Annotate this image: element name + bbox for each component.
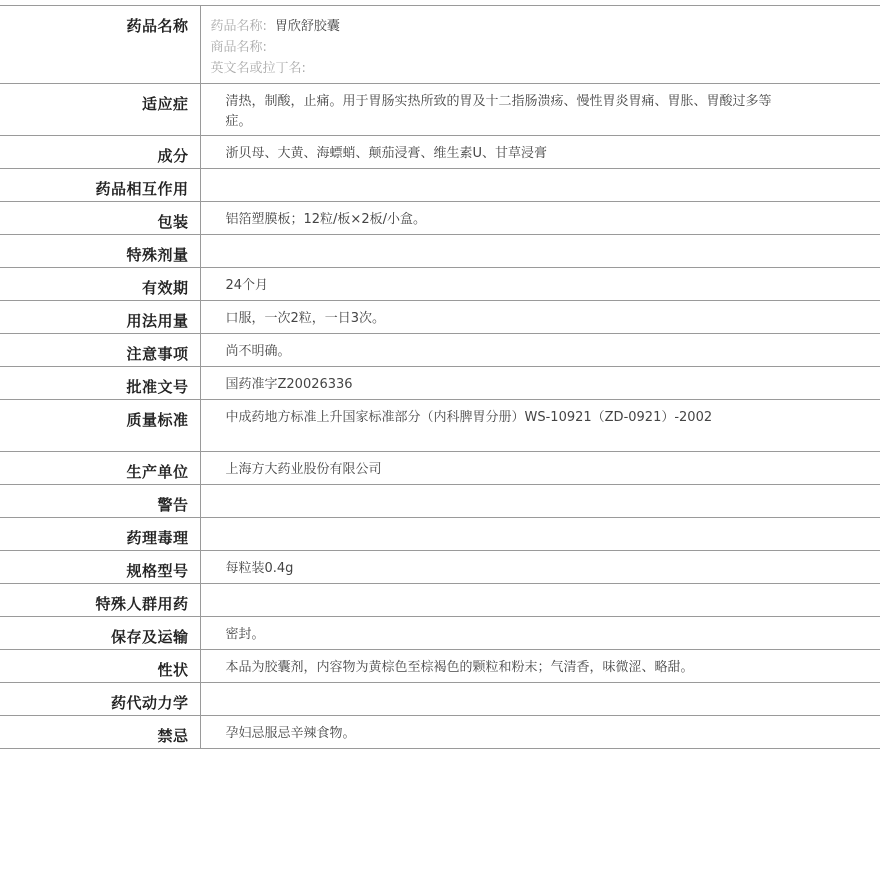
english-name-field [211, 58, 861, 79]
row-value: 清热，制酸，止痛。用于胃肠实热所致的胃及十二指肠溃疡、慢性胃炎胃痛、胃胀、胃酸过多等症。 [200, 84, 880, 136]
table-row [0, 268, 880, 301]
table-row [0, 334, 880, 367]
trade-name-key: 商品名称: [210, 40, 267, 55]
row-label: 性状 [0, 650, 200, 683]
row-value: 浙贝母、大黄、海螵蛸、颠茄浸膏、维生素U、甘草浸膏 [200, 136, 880, 169]
row-value: 本品为胶囊剂，内容物为黄棕色至棕褐色的颗粒和粉末；气清香，味微涩、略甜。 [200, 650, 880, 683]
row-value: 国药准字Z20026336 [200, 367, 880, 400]
row-label: 成分 [0, 136, 200, 169]
generic-name-key: 药品名称: [210, 19, 267, 34]
row-label: 特殊剂量 [0, 235, 200, 268]
table-row [0, 584, 880, 617]
row-label: 适应症 [0, 84, 200, 136]
table-row [0, 84, 880, 136]
table-row [0, 452, 880, 485]
row-value: 中成药地方标准上升国家标准部分（内科脾胃分册）WS-10921（ZD-0921）-2002 [200, 400, 880, 452]
generic-name-value: 胃欣舒胶囊 [274, 19, 340, 34]
row-value [200, 683, 880, 716]
table-row [0, 650, 880, 683]
table-row [0, 551, 880, 584]
row-value: 尚不明确。 [200, 334, 880, 367]
row-label: 包装 [0, 202, 200, 235]
row-label: 注意事项 [0, 334, 200, 367]
row-label: 药品名称 [0, 6, 200, 84]
row-label: 生产单位 [0, 452, 200, 485]
row-label: 禁忌 [0, 716, 200, 749]
english-name-key: 英文名或拉丁名: [210, 61, 306, 76]
trade-name-field [211, 37, 861, 58]
row-label: 用法用量 [0, 301, 200, 334]
table-row [0, 301, 880, 334]
table-row [0, 716, 880, 749]
row-label: 批准文号 [0, 367, 200, 400]
row-label: 药理毒理 [0, 518, 200, 551]
row-value: 口服，一次2粒，一日3次。 [200, 301, 880, 334]
row-value [200, 235, 880, 268]
table-row [0, 683, 880, 716]
table-row [0, 136, 880, 169]
table-row [0, 235, 880, 268]
table-row [0, 367, 880, 400]
row-value [200, 169, 880, 202]
table-row [0, 518, 880, 551]
name-fields [200, 6, 880, 84]
row-value [200, 485, 880, 518]
row-value: 孕妇忌服忌辛辣食物。 [200, 716, 880, 749]
row-value [200, 518, 880, 551]
row-label: 警告 [0, 485, 200, 518]
row-label: 质量标准 [0, 400, 200, 452]
row-value [200, 584, 880, 617]
row-value: 每粒装0.4g [200, 551, 880, 584]
table-row [0, 169, 880, 202]
row-label: 保存及运输 [0, 617, 200, 650]
row-label: 有效期 [0, 268, 200, 301]
drug-info-table [0, 5, 880, 749]
row-value: 24个月 [200, 268, 880, 301]
row-label: 规格型号 [0, 551, 200, 584]
row-label: 药代动力学 [0, 683, 200, 716]
table-row [0, 617, 880, 650]
table-row [0, 400, 880, 452]
generic-name-field [211, 16, 861, 37]
row-value: 上海方大药业股份有限公司 [200, 452, 880, 485]
row-value: 铝箔塑膜板；12粒/板×2板/小盒。 [200, 202, 880, 235]
table-row [0, 485, 880, 518]
row-value: 密封。 [200, 617, 880, 650]
row-label: 特殊人群用药 [0, 584, 200, 617]
row-label: 药品相互作用 [0, 169, 200, 202]
row-drug-name [0, 6, 880, 84]
table-row [0, 202, 880, 235]
